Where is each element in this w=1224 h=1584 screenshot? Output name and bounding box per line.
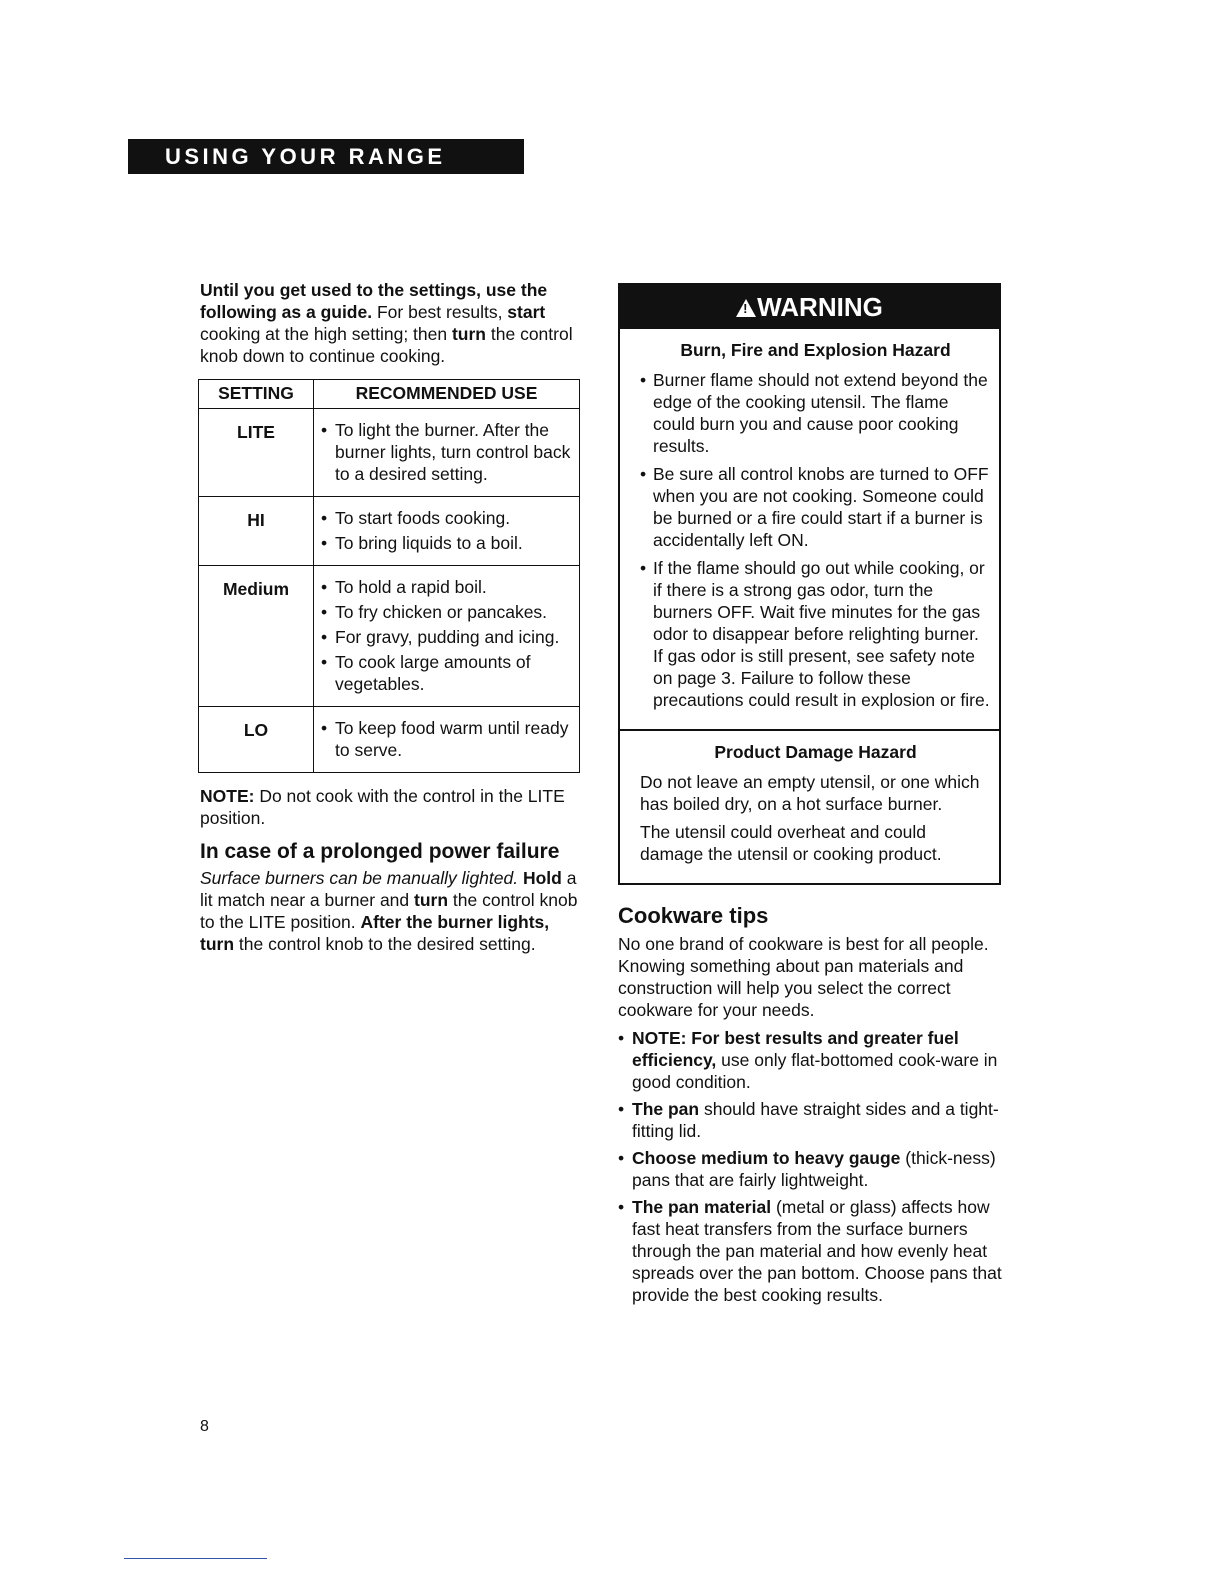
intro-text-1: For best results, xyxy=(372,302,508,322)
settings-table xyxy=(198,379,580,773)
intro-text-2: cooking at the high setting; then xyxy=(200,324,452,344)
list-item: • If the flame should go out while cooking, or if there is a strong gas odor, turn the burners OFF. Wait five minutes for the gas odor to disappear before relighting burner. If gas odor is still present, see safety note on page 3. Failure to follow these precautions could result in explosion or fire. xyxy=(640,557,991,711)
table-row xyxy=(199,497,580,566)
warning-triangle-icon xyxy=(736,299,756,317)
damage-hazard-heading: Product Damage Hazard xyxy=(714,742,917,762)
note-text: Do not cook with the control in the LITE position. xyxy=(200,786,565,828)
item-bold: Choose medium to heavy gauge xyxy=(632,1148,901,1168)
use-cell xyxy=(314,707,580,773)
list-item xyxy=(618,1196,1003,1306)
power-text-3: the control knob to the desired setting. xyxy=(234,934,536,954)
intro-bold-2: start xyxy=(507,302,546,322)
header-setting: SETTING xyxy=(199,380,314,409)
power-line-1: Surface burners can be manually lighted. xyxy=(200,868,519,888)
table-row xyxy=(199,707,580,773)
list-item: • To fry chicken or pancakes. xyxy=(320,601,579,623)
setting-cell: HI xyxy=(199,497,314,566)
intro-text-3: the control knob down to continue cooking. xyxy=(200,324,573,366)
list-item: • To hold a rapid boil. xyxy=(320,576,579,598)
power-text-2: the control knob to the LITE position. xyxy=(200,890,578,932)
item-bold: The pan xyxy=(632,1099,700,1119)
use-cell xyxy=(314,497,580,566)
setting-cell: LO xyxy=(199,707,314,773)
power-bold-1: Hold xyxy=(522,868,562,888)
list-item: • For gravy, pudding and icing. xyxy=(320,626,579,648)
table-row xyxy=(199,409,580,497)
list-item xyxy=(618,1098,1003,1142)
list-item: • To bring liquids to a boil. xyxy=(320,532,579,554)
list-item: • To light the burner. After the burner lights, turn control back to a desired setting. xyxy=(320,419,579,485)
page-number: 8 xyxy=(200,1418,209,1435)
cookware-intro: No one brand of cookware is best for all people. Knowing something about pan materials and construction will help you select the correct cookware for your needs. xyxy=(618,934,989,1020)
list-item: • To cook large amounts of vegetables. xyxy=(320,651,579,695)
item-text: (metal or glass) affects how fast heat transfers from the surface burners through the pan material and how evenly heat spreads over the pan bottom. Choose pans that provide the best cooking results. xyxy=(632,1197,1002,1305)
section-banner: USING YOUR RANGE xyxy=(128,139,524,174)
item-text: should have straight sides and a tight-fitting lid. xyxy=(632,1099,999,1141)
item-text: (thick-ness) pans that are fairly lightweight. xyxy=(632,1148,996,1190)
use-cell xyxy=(314,566,580,707)
footer-rule xyxy=(124,1558,267,1559)
list-item xyxy=(618,1147,1003,1191)
power-text-1: a lit match near a burner and xyxy=(200,868,577,910)
damage-paragraph-1: Do not leave an empty utensil, or one which has boiled dry, on a hot surface burner. xyxy=(640,772,980,814)
left-column xyxy=(200,279,585,955)
setting-cell: Medium xyxy=(199,566,314,707)
intro-paragraph xyxy=(200,279,585,367)
table-row xyxy=(199,566,580,707)
burn-hazard-heading: Burn, Fire and Explosion Hazard xyxy=(680,340,951,360)
intro-bold-3: turn xyxy=(451,324,487,344)
cookware-heading: Cookware tips xyxy=(618,903,769,928)
power-failure-paragraph xyxy=(200,867,585,955)
right-column xyxy=(618,283,1003,1311)
damage-hazard-section xyxy=(620,729,999,883)
setting-cell: LITE xyxy=(199,409,314,497)
use-cell xyxy=(314,409,580,497)
table-header-row xyxy=(199,380,580,409)
list-item: • To keep food warm until ready to serve. xyxy=(320,717,579,761)
header-recommended-use: RECOMMENDED USE xyxy=(314,380,580,409)
item-bold: The pan material xyxy=(632,1197,772,1217)
list-item: • Be sure all control knobs are turned to OFF when you are not cooking. Someone could be burned or a fire could start if a burner is accidentally left ON. xyxy=(640,463,991,551)
item-bold: NOTE: For best results and greater fuel efficiency, xyxy=(632,1028,959,1070)
note-paragraph xyxy=(200,785,585,829)
damage-paragraph-2: The utensil could overheat and could damage the utensil or cooking product. xyxy=(640,822,942,864)
warning-header xyxy=(620,285,999,329)
burn-hazard-section xyxy=(620,329,999,729)
list-item xyxy=(618,1027,1003,1093)
warning-title: WARNING xyxy=(757,292,883,322)
list-item: • To start foods cooking. xyxy=(320,507,579,529)
power-bold-3: After the burner lights, turn xyxy=(200,912,550,954)
cookware-list xyxy=(618,1027,1003,1306)
power-failure-heading: In case of a prolonged power failure xyxy=(200,840,560,863)
warning-box xyxy=(618,283,1001,885)
list-item: • Burner flame should not extend beyond the edge of the cooking utensil. The flame could burn you and cause poor cooking results. xyxy=(640,369,991,457)
intro-bold-1: Until you get used to the settings, use the following as a guide. xyxy=(200,280,548,322)
note-label: NOTE: xyxy=(200,786,255,806)
item-text: use only flat-bottomed cook-ware in good condition. xyxy=(632,1050,998,1092)
power-bold-2: turn xyxy=(414,890,449,910)
